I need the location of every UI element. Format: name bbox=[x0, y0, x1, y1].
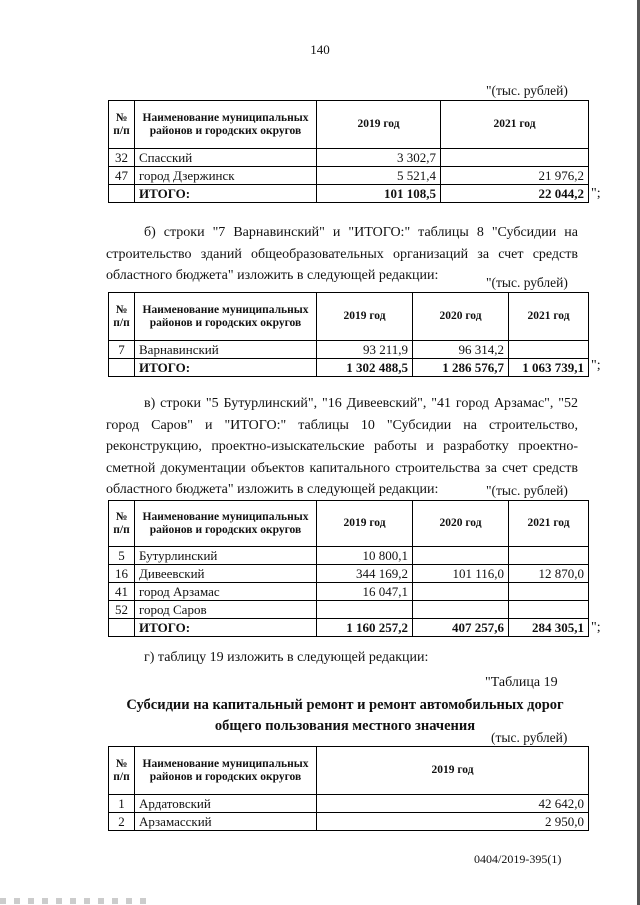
table19-label: "Таблица 19 bbox=[485, 675, 558, 690]
close-quote-1: "; bbox=[591, 186, 601, 201]
table-row: 7 Варнавинский 93 211,9 96 314,2 bbox=[109, 341, 589, 359]
document-code: 0404/2019-395(1) bbox=[474, 852, 562, 866]
paragraph-g: г) таблицу 19 изложить в следующей редакции: bbox=[144, 650, 429, 665]
units-label-2: "(тыс. рублей) bbox=[486, 275, 568, 290]
table-3: № п/п Наименование муниципальных районов и городских округов 2019 год 2020 год 2021 год 5 Бутурлинский 10 800,1 16 Дивеевский 344 169,2 101 116,0 12 870,0 41 город Арзамас 16 047,1 52 город Саров ИТОГО: 1 160 257,2 407 257,6 284 305,1 bbox=[108, 500, 589, 637]
paragraph-c: в) строки "5 Бутурлинский", "16 Дивеевский", "41 город Арзамас", "52 город Саров" и "ИТОГО:" таблицы 10 "Субсидии на строительство, реконструкцию, проектно-изыскательские работы и разработку проектно-сметной документации объектов капитального строительства за счет средств областного бюджета" изложить в следующей редакции: bbox=[106, 396, 578, 497]
table19-title: Субсидии на капитальный ремонт и ремонт автомобильных дорог общего пользования местного значения bbox=[126, 697, 564, 734]
table-row: 32 Спасский 3 302,7 bbox=[109, 149, 589, 167]
table-row: 5 Бутурлинский 10 800,1 bbox=[109, 547, 589, 565]
close-quote-2: "; bbox=[591, 358, 601, 373]
units-label-3: "(тыс. рублей) bbox=[486, 483, 568, 498]
table-2: № п/п Наименование муниципальных районов и городских округов 2019 год 2020 год 2021 год 7 Варнавинский 93 211,9 96 314,2 ИТОГО: 1 302 488,5 1 286 576,7 1 063 739,1 bbox=[108, 292, 589, 377]
paragraph-b: б) строки "7 Варнавинский" и "ИТОГО:" таблицы 8 "Субсидии на строительство зданий общеобразовательных организаций за счет средств областного бюджета" изложить в следующей редакции: bbox=[106, 225, 578, 283]
units-label-4: (тыс. рублей) bbox=[491, 730, 568, 745]
table-row: 52 город Саров bbox=[109, 601, 589, 619]
table-1 bbox=[108, 100, 589, 203]
table-row: 41 город Арзамас 16 047,1 bbox=[109, 583, 589, 601]
table-total-row: ИТОГО: 1 302 488,5 1 286 576,7 1 063 739,1 bbox=[109, 359, 589, 377]
close-quote-3: "; bbox=[591, 620, 601, 635]
table-row: 16 Дивеевский 344 169,2 101 116,0 12 870,0 bbox=[109, 565, 589, 583]
scan-artifact bbox=[0, 898, 150, 904]
table-total-row: ИТОГО: 1 160 257,2 407 257,6 284 305,1 bbox=[109, 619, 589, 637]
table-total-row: ИТОГО: 101 108,5 22 044,2 bbox=[109, 185, 589, 203]
col-num-header: № п/п bbox=[109, 101, 135, 149]
page-number: 140 bbox=[310, 42, 330, 57]
col-2019-header: 2019 год bbox=[317, 101, 441, 149]
table-row: 1 Ардатовский 42 642,0 bbox=[109, 795, 589, 813]
table-row: 47 город Дзержинск 5 521,4 21 976,2 bbox=[109, 167, 589, 185]
col-name-header: Наименование муниципальных районов и городских округов bbox=[135, 101, 317, 149]
col-2021-header: 2021 год bbox=[441, 101, 589, 149]
table-row: 2 Арзамасский 2 950,0 bbox=[109, 813, 589, 831]
table-4: № п/п Наименование муниципальных районов и городских округов 2019 год 1 Ардатовский 42 642,0 2 Арзамасский 2 950,0 bbox=[108, 746, 589, 831]
units-label-1: "(тыс. рублей) bbox=[486, 83, 568, 98]
